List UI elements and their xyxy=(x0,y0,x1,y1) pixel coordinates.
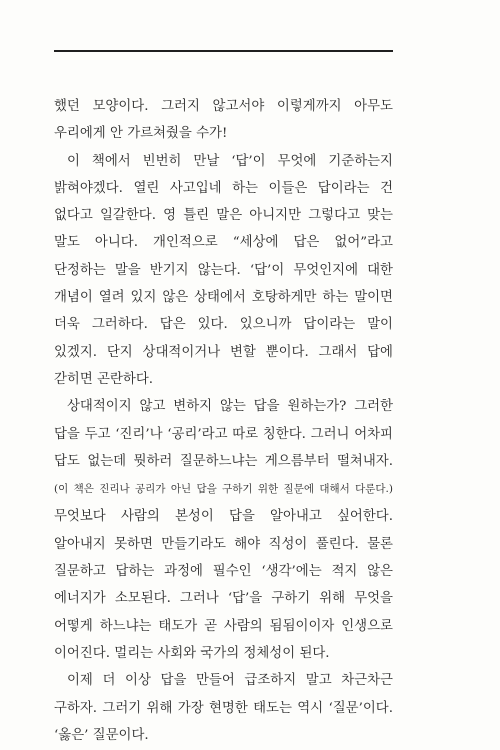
paragraph: 이 책에서 빈번히 만날 ‘답’이 무엇에 기준하는지 밝혀야겠다. 열린 사고입네 하는 이들은 답이라는 건 없다고 일갈한다. 영 틀린 말은 아니지만 그렇다고 맞는 말도 아니다. 개인적으로 “세상에 답은 없어”라고 단정하는 말을 반기지 않는다. ‘답’이 무엇인지에 대한 개념이 열려 있지 않은 상태에서 호탕하게만 하는 말이면 더욱 그러하다. 답은 있다. 있으니까 답이라는 말이 있겠지. 단지 상대적이거나 변할 뿐이다. 그래서 답에 갇히면 곤란하다. xyxy=(54,153,393,387)
paragraph xyxy=(54,393,393,667)
paragraph-text: 무엇보다 사람의 본성이 답을 알아내고 싶어한다. 알아내지 못하면 만들기라도 해야 직성이 풀린다. 물론 질문하고 답하는 과정에 필수인 ‘생각’에는 적지 않은 에너지가 소모된다. 그러나 ‘답’을 구하기 위해 무엇을 어떻게 하느냐는 태도가 곧 사람의 됨됨이이자 인생으로 이어진다. 멀리는 사회와 국가의 정체성이 된다. xyxy=(54,509,393,661)
parenthetical-note: (이 책은 진리나 공리가 아닌 답을 구하기 위한 질문에 대해서 다룬다.) xyxy=(54,483,393,496)
paragraph: 이제 더 이상 답을 만들어 급조하지 말고 차근차근 구하자. 그러기 위해 가장 현명한 태도는 역시 ‘질문’이다. ‘옳은’ 질문이다. xyxy=(54,673,393,743)
header-rule xyxy=(54,50,393,52)
paragraph-text: 상대적이지 않고 변하지 않는 답을 원하는가? 그러한 답을 두고 ‘진리’나 ‘공리’라고 따로 칭한다. 그러니 어차피 답도 없는데 뭣하러 질문하느냐는 게으름부터 떨쳐내자. xyxy=(54,399,393,469)
paragraph-continued: 했던 모양이다. 그러지 않고서야 이렇게까지 아무도 우리에게 안 가르쳐줬을 수가! xyxy=(54,99,393,142)
body-text xyxy=(54,93,393,749)
